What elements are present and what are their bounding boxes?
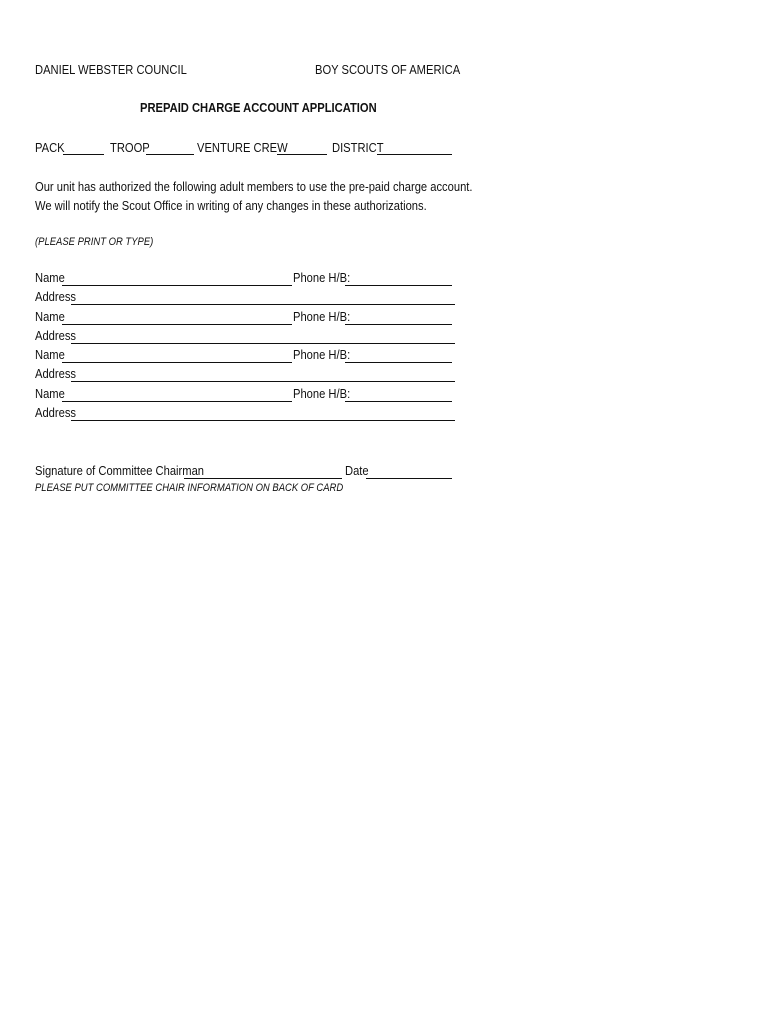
pack-label: PACK bbox=[35, 140, 65, 155]
council-name: DANIEL WEBSTER COUNCIL bbox=[35, 62, 187, 77]
member-address-field[interactable] bbox=[71, 304, 455, 305]
troop-label: TROOP bbox=[110, 140, 150, 155]
form-title: PREPAID CHARGE ACCOUNT APPLICATION bbox=[140, 100, 377, 115]
member-address-label: Address bbox=[35, 328, 77, 343]
member-name-field[interactable] bbox=[62, 401, 292, 402]
member-phone-field[interactable] bbox=[345, 285, 452, 286]
member-phone-label: Phone H/B: bbox=[293, 386, 351, 401]
member-name-label: Name bbox=[35, 270, 65, 285]
member-address-label: Address bbox=[35, 405, 77, 420]
member-phone-field[interactable] bbox=[345, 401, 452, 402]
member-address-field[interactable] bbox=[71, 420, 455, 421]
member-name-field[interactable] bbox=[62, 324, 292, 325]
member-address-label: Address bbox=[35, 366, 77, 381]
venture-crew-label: VENTURE CREW bbox=[197, 140, 288, 155]
member-name-field[interactable] bbox=[62, 362, 292, 363]
date-field[interactable] bbox=[366, 478, 452, 479]
member-phone-label: Phone H/B: bbox=[293, 347, 351, 362]
member-address-field[interactable] bbox=[71, 381, 455, 382]
signature-label: Signature of Committee Chairman bbox=[35, 463, 205, 478]
print-instruction: (PLEASE PRINT OR TYPE) bbox=[35, 236, 154, 248]
signature-field[interactable] bbox=[184, 478, 342, 479]
member-phone-label: Phone H/B: bbox=[293, 309, 351, 324]
pack-field[interactable] bbox=[63, 154, 104, 155]
organization-name: BOY SCOUTS OF AMERICA bbox=[315, 62, 461, 77]
member-name-field[interactable] bbox=[62, 285, 292, 286]
date-label: Date bbox=[345, 463, 369, 478]
member-name-label: Name bbox=[35, 347, 65, 362]
member-phone-label: Phone H/B: bbox=[293, 270, 351, 285]
member-address-label: Address bbox=[35, 289, 77, 304]
intro-line-1: Our unit has authorized the following adult members to use the pre-paid charge account. bbox=[35, 179, 473, 194]
district-label: DISTRICT bbox=[332, 140, 384, 155]
member-name-label: Name bbox=[35, 386, 65, 401]
troop-field[interactable] bbox=[146, 154, 194, 155]
venture-crew-field[interactable] bbox=[277, 154, 327, 155]
intro-line-2: We will notify the Scout Office in writing of any changes in these authorizations. bbox=[35, 198, 427, 213]
member-name-label: Name bbox=[35, 309, 65, 324]
district-field[interactable] bbox=[377, 154, 452, 155]
member-address-field[interactable] bbox=[71, 343, 455, 344]
member-phone-field[interactable] bbox=[345, 362, 452, 363]
committee-chair-note: PLEASE PUT COMMITTEE CHAIR INFORMATION ON BACK OF CARD bbox=[35, 482, 344, 494]
member-phone-field[interactable] bbox=[345, 324, 452, 325]
